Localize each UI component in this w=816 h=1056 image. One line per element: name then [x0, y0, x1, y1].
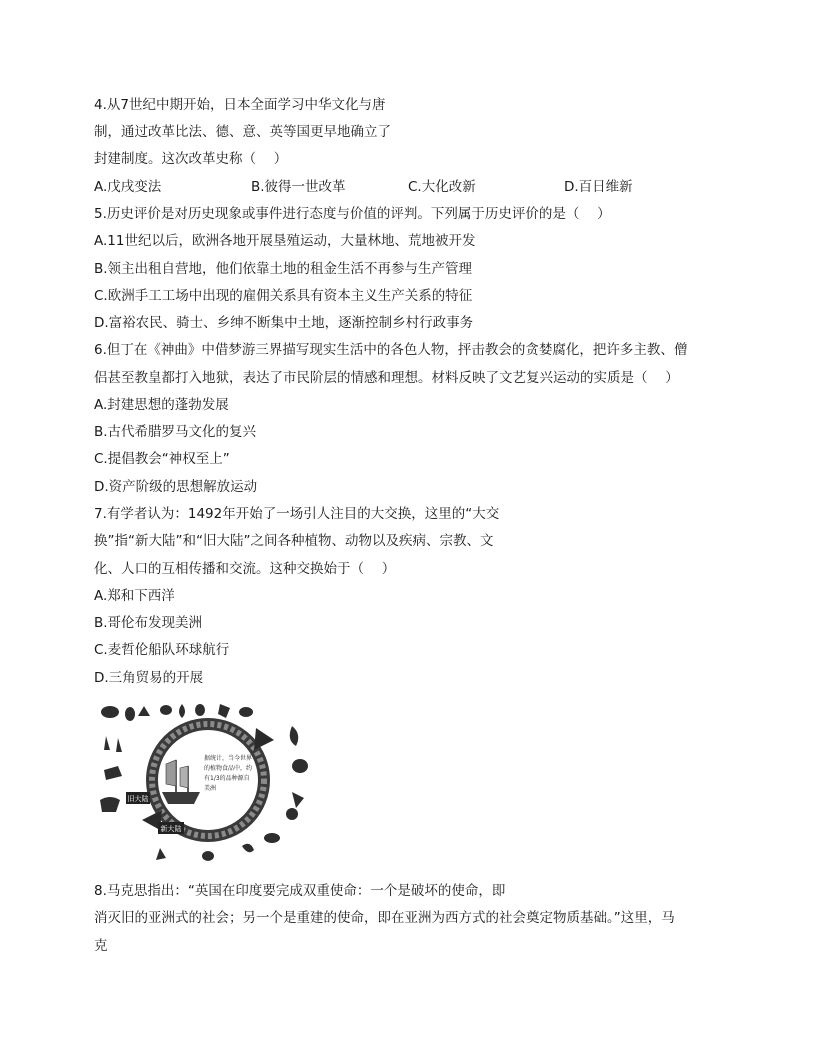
wheat-icon	[104, 736, 110, 750]
q4-option-c: C.大化改新	[408, 179, 476, 195]
q7-stem-line-3: 化、人口的互相传播和交流。这种交换始于（ ）	[94, 561, 396, 577]
cattle-icon	[101, 706, 119, 718]
q5-stem: 5.历史评价是对历史现象或事件进行态度与价值的评判。下列属于历史评价的是（ ）	[94, 206, 611, 222]
bird-icon	[218, 704, 230, 718]
pepper-icon	[125, 707, 135, 721]
q8-stem-line-3: 克	[94, 938, 108, 954]
q6-stem-line-1: 6.但丁在《神曲》中借梦游三界描写现实生活中的各色人物，抨击教会的贪婪腐化，把许多主教、僧	[94, 342, 688, 358]
pineapple-icon	[290, 726, 299, 746]
q4-stem-line-1: 4.从7世纪中期开始，日本全面学习中华文化与唐	[94, 97, 386, 113]
horse-icon	[104, 766, 122, 780]
figure-caption-line-4: 美洲	[204, 785, 217, 792]
new-world-tag: 新大陆	[160, 825, 182, 833]
bean-icon	[239, 707, 253, 717]
q7-option-a: A.郑和下西洋	[94, 588, 175, 604]
q4-option-d: D.百日维新	[564, 179, 633, 195]
q7-stem-line-2: 换”指“新大陆”和“旧大陆”之间各种植物、动物以及疾病、宗教、文	[94, 533, 494, 549]
columbian-exchange-figure	[96, 700, 330, 864]
q5-option-b: B.领主出租自营地，他们依靠土地的租金生活不再参与生产管理	[94, 261, 473, 277]
q7-stem-line-1: 7.有学者认为：1492年开始了一场引人注目的大交换，这里的“大交	[94, 506, 500, 522]
q5-option-a: A.11世纪以后，欧洲各地开展垦殖运动，大量林地、荒地被开发	[94, 233, 476, 249]
q4-stem-line-2: 制，通过改革比法、德、意、英等国更早地确立了	[94, 124, 391, 140]
ring-arrowhead-top	[254, 728, 274, 750]
chicken-icon	[138, 706, 150, 716]
q8-stem-line-1: 8.马克思指出：“英国在印度要完成双重使命：一个是破坏的使命，即	[94, 883, 506, 899]
squash-icon	[264, 833, 280, 843]
q5-option-d: D.富裕农民、骑士、乡绅不断集中土地，逐渐控制乡村行政事务	[94, 315, 474, 331]
old-world-tag: 旧大陆	[127, 795, 149, 803]
figure-caption-line-1: 据统计，当今世界	[204, 755, 253, 762]
q6-stem-line-2: 侣甚至教皇都打入地狱，表达了市民阶层的情感和理想。材料反映了文艺复兴运动的实质是（ ）	[94, 370, 679, 386]
cacao-icon	[242, 844, 254, 853]
q4-option-a: A.戊戌变法	[94, 179, 162, 195]
corn-icon	[156, 848, 166, 860]
q6-option-c: C.提倡教会“神权至上”	[94, 451, 230, 467]
exchange-cycle-illustration	[96, 700, 330, 864]
grain-icon	[292, 792, 304, 808]
figure-caption-line-2: 的植物食品中，约	[204, 765, 253, 772]
q7-option-b: B.哥伦布发现美洲	[94, 615, 203, 631]
leaf-icon	[179, 704, 185, 718]
q4-stem-line-3: 封建制度。这次改革史称（ ）	[94, 151, 288, 167]
q7-option-c: C.麦哲伦船队环球航行	[94, 642, 230, 658]
figure-caption-line-3: 有1/3的品种源自	[204, 775, 250, 782]
pumpkin-icon	[160, 705, 172, 715]
q6-option-a: A.封建思想的蓬勃发展	[94, 397, 229, 413]
q4-option-b: B.彼得一世改革	[251, 179, 346, 195]
q8-stem-line-2: 消灭旧的亚洲式的社会；另一个是重建的使命，即在亚洲为西方式的社会奠定物质基础。”这里，马	[94, 910, 675, 926]
fruit-icon	[195, 704, 205, 716]
q6-option-b: B.古代希腊罗马文化的复兴	[94, 424, 257, 440]
q5-option-c: C.欧洲手工工场中出现的雇佣关系具有资本主义生产关系的特征	[94, 288, 473, 304]
turkey-icon	[292, 759, 308, 773]
potato-icon	[286, 808, 298, 820]
ship-icon	[162, 760, 200, 804]
sheep-icon	[100, 797, 120, 812]
q6-option-d: D.资产阶级的思想解放运动	[94, 479, 258, 495]
q7-option-d: D.三角贸易的开展	[94, 670, 204, 686]
wheat-icon-2	[116, 738, 122, 752]
tomato-icon	[202, 851, 214, 861]
